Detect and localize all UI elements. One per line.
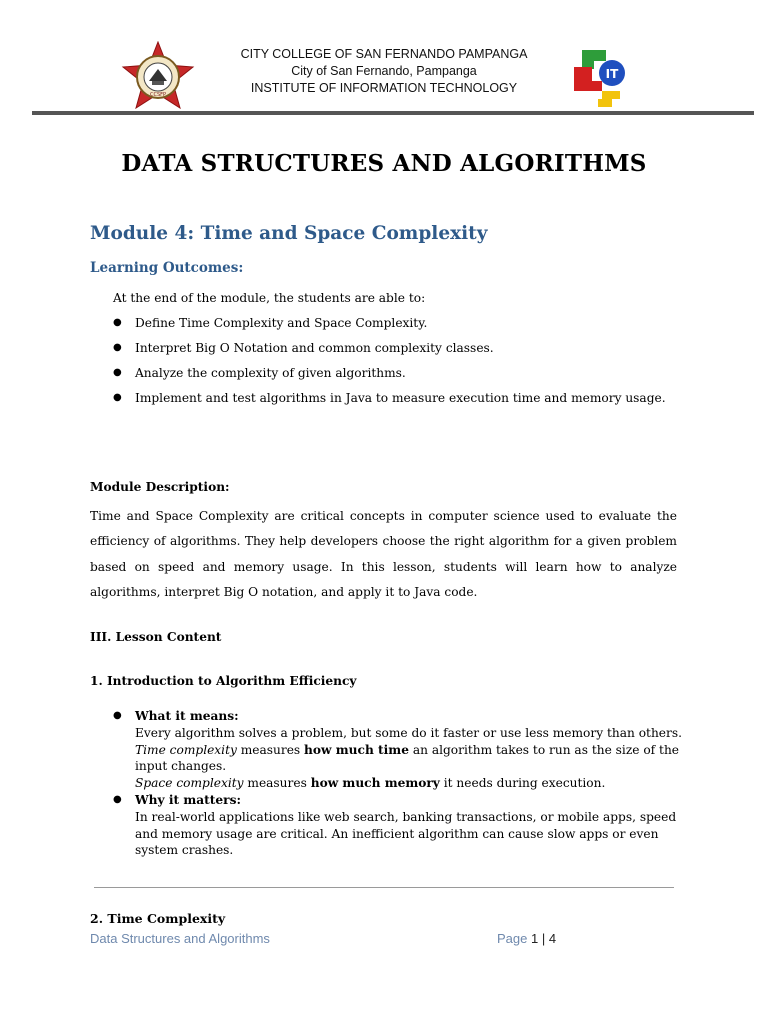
- institution-header: [200, 46, 568, 97]
- outcomes-intro: At the end of the module, the students are able to:: [113, 291, 426, 305]
- college-city: City of San Fernando, Pampanga: [291, 64, 477, 78]
- section-2-heading: 2. Time Complexity: [90, 911, 226, 926]
- bullet-icon: ●: [113, 392, 122, 403]
- list-item-what-it-means: [113, 708, 683, 792]
- module-description-text: Time and Space Complexity are critical concepts in computer science used to evaluate the efficiency of algorithms. They help developers choose the right algorithm for a given problem based on speed and memory usage. In this lesson, students will learn how to analyze algorithms, interpret Big O notation, and apply it to Java code.: [90, 509, 677, 599]
- college-seal-logo: [121, 41, 195, 109]
- bullet-icon: ●: [113, 794, 122, 805]
- learning-outcomes-heading: Learning Outcomes:: [90, 260, 244, 276]
- lesson-content-heading: III. Lesson Content: [90, 630, 222, 644]
- college-name: CITY COLLEGE OF SAN FERNANDO PAMPANGA: [240, 47, 528, 61]
- time-complexity-sentence: Time complexity measures how much time an algorithm takes to run as the size of the input changes.: [135, 742, 680, 774]
- footer-course-title: Data Structures and Algorithms: [90, 931, 270, 946]
- module-title: Module 4: Time and Space Complexity: [90, 223, 488, 244]
- header-divider: [32, 111, 754, 115]
- page-number: Page 1 | 4: [497, 931, 557, 946]
- why-it-matters-text: In real-world applications like web search, banking transactions, or mobile apps, speed and memory usage are critical. An inefficient algorithm can cause slow apps or even system crashes.: [135, 809, 677, 858]
- bullet-icon: ●: [113, 710, 122, 721]
- svg-text:IT: IT: [605, 67, 619, 81]
- list-item-why-it-matters: [113, 792, 683, 859]
- institute-name: INSTITUTE OF INFORMATION TECHNOLOGY: [250, 81, 518, 95]
- it-institute-logo: [572, 47, 630, 109]
- space-complexity-sentence: Space complexity measures how much memory it needs during execution.: [135, 776, 606, 791]
- what-it-means-text: Every algorithm solves a problem, but some do it faster or use less memory than others.: [135, 725, 682, 740]
- bullet-icon: ●: [113, 367, 122, 378]
- bullet-icon: ●: [113, 342, 122, 353]
- svg-text:CCSFP: CCSFP: [149, 92, 167, 98]
- section-1-heading: 1. Introduction to Algorithm Efficiency: [90, 674, 357, 688]
- why-it-matters-label: Why it matters:: [135, 793, 241, 807]
- bullet-icon: ●: [113, 317, 122, 328]
- what-it-means-label: What it means:: [135, 709, 239, 723]
- document-title: DATA STRUCTURES AND ALGORITHMS: [121, 150, 647, 177]
- module-description-heading: Module Description:: [90, 480, 230, 494]
- footer-divider: [94, 887, 674, 888]
